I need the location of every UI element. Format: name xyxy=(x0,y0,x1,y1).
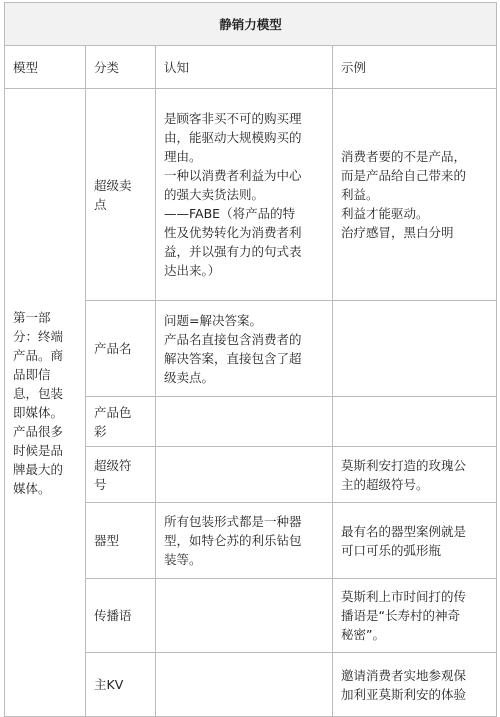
example-cell: 最有名的器型案例就是 可口可乐的弧形瓶 xyxy=(333,503,497,579)
static-sales-model-table xyxy=(4,2,497,717)
category-cell: 主KV xyxy=(86,653,156,717)
cognition-cell: 是顾客非买不可的购买理 由，能驱动大规模购买的 理由。 一种以消费者利益为中心 的强大卖货法则。 ——FABE（将产品的特 性及优势转化为消费者利 益，并以强有力的句式表 达出来。） xyxy=(156,89,333,301)
example-cell: 邀请消费者实地参观保 加利亚莫斯利安的体验 xyxy=(333,653,497,717)
category-cell: 器型 xyxy=(86,503,156,579)
table-row xyxy=(5,89,497,301)
cognition-cell: 所有包装形式都是一种器 型，如特仑苏的利乐钻包 装等。 xyxy=(156,503,333,579)
example-cell xyxy=(333,301,497,397)
category-cell: 产品名 xyxy=(86,301,156,397)
cognition-cell xyxy=(156,397,333,447)
example-cell xyxy=(333,397,497,447)
cognition-cell xyxy=(156,653,333,717)
example-cell: 消费者要的不是产品， 而是产品给自己带来的 利益。 利益才能驱动。 治疗感冒，黑白分明 xyxy=(333,89,497,301)
category-cell: 传播语 xyxy=(86,579,156,653)
header-row xyxy=(5,46,497,89)
category-cell: 超级卖 点 xyxy=(86,89,156,301)
cognition-cell xyxy=(156,579,333,653)
category-cell: 产品色 彩 xyxy=(86,397,156,447)
cognition-cell: 问题=解决答案。 产品名直接包含消费者的 解决答案，直接包含了超 级卖点。 xyxy=(156,301,333,397)
table-title: 静销力模型 xyxy=(5,3,497,46)
cognition-cell xyxy=(156,447,333,503)
header-model: 模型 xyxy=(5,46,86,89)
title-row xyxy=(5,3,497,46)
model-cell: 第一部 分：终端 产品。商 品即信 息，包装 即媒体。 产品很多 时候是品 牌最大的 媒体。 xyxy=(5,89,86,717)
example-cell: 莫斯利上市时间打的传 播语是“长寿村的神奇 秘密”。 xyxy=(333,579,497,653)
header-category: 分类 xyxy=(86,46,156,89)
header-cognition: 认知 xyxy=(156,46,333,89)
header-example: 示例 xyxy=(333,46,497,89)
category-cell: 超级符 号 xyxy=(86,447,156,503)
example-cell: 莫斯利安打造的玫瑰公 主的超级符号。 xyxy=(333,447,497,503)
